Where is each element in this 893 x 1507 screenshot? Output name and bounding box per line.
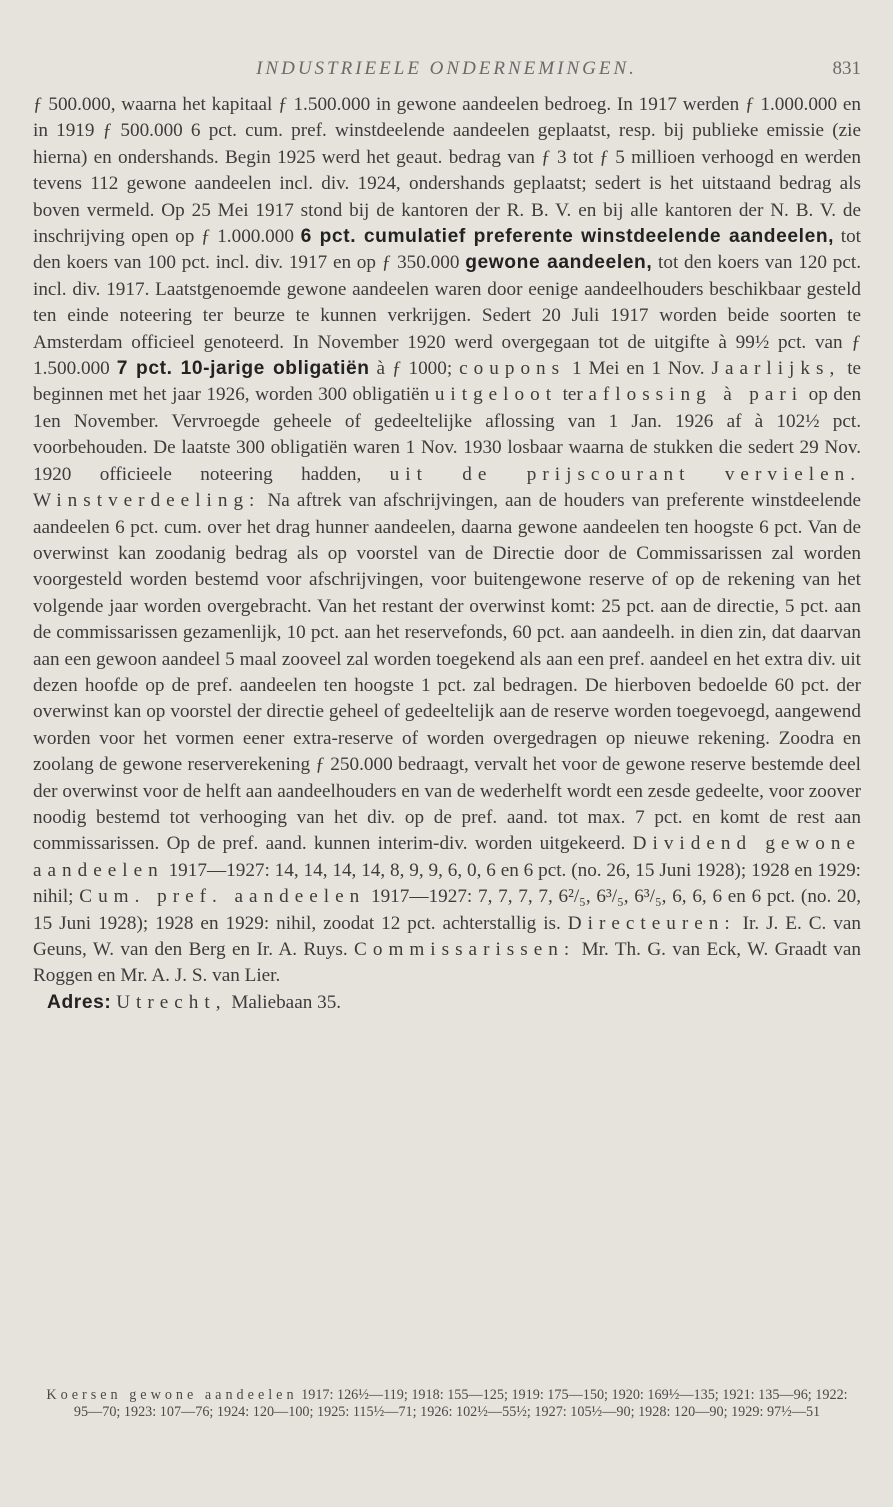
text-run: op den 1en November. Vervroegde geheele of gedeeltelijke aflossing van 1 Jan. 1926 af à 102½ pct. voorbehouden. De laatste 300 obligatiën waren 1 Nov. 1930 losbaar waarna de stukken die sedert 29 Nov. 1920 officieele noteering hadden, — [33, 384, 862, 485]
text-run: à ƒ 1000; — [376, 358, 453, 380]
emphasis-preferred-shares: 6 pct. cumulatief preferente winstdeelende aandeelen, — [300, 226, 835, 248]
emphasis-bonds: 7 pct. 10-jarige obligatiën — [116, 358, 370, 380]
spaced-term-annually: Jaarlijks, — [711, 358, 841, 380]
text-run: ter — [562, 384, 583, 406]
text-run: ƒ 500.000, waarna het kapitaal ƒ 1.500.000 in gewone aandeelen bedroeg. In 1917 werden ƒ 1.000.000 en in 1919 ƒ 500.000 6 pct. cum. pref. winstdeelende aandeelen geplaatst, resp. bij publieke emissie (zie hierna) en ondershands. Begin 1925 werd het geaut. bedrag van ƒ 3 tot ƒ 5 millioen verhoogd en werden tevens 112 gewone aandeelen incl. div. 1924, ondershands geplaatst; sedert is het uitstaand bedrag als boven vermeld. Op 25 Mei 1917 stond bij de kantoren der R. B. V. en bij alle kantoren der N. B. V. de inschrijving open op ƒ 1.000.000 — [33, 94, 861, 248]
text-run: 1 Mei en 1 Nov. — [572, 358, 705, 380]
text-run: Mr. Th. G. van Eck, W. Graadt van Roggen en Mr. A. J. S. van Lier. — [33, 939, 862, 987]
footnote-text: 1917: 126½—119; 1918: 155—125; 1919: 175—150; 1920: 169½—135; 1921: 135—96; 1922: 95—70; 1923: 107—76; 1924: 120—100; 1925: 115½—71; 1926: 102½—55½; 1927: 105½—90; 1928: 120—90; 1929: 97½—51 — [73, 1387, 848, 1420]
address-city: Utrecht, — [116, 991, 227, 1013]
emphasis-common-shares: gewone aandeelen, — [465, 252, 653, 274]
text-run: tot den koers van 120 pct. incl. div. 1917. Laatstgenoemde gewone aandeelen waren door eenige aandeelhouders beschikbaar gesteld ten einde noteering ter beurze te kunnen verkrijgen. Sedert 20 Juli 1917 worden beide soorten te Amsterdam officieel genoteerd. In November 1920 werd overgegaan tot de uitgifte à 99½ pct. van ƒ 1.500.000 — [33, 252, 861, 380]
page-header — [0, 58, 893, 88]
text-run: 1917—1927: 14, 14, 14, 14, 8, 9, 9, 6, 0, 6 en 6 pct. (no. 26, 15 Juni 1928); 1928 en 1929: nihil; — [33, 859, 862, 908]
section-label-dividend-common: Dividend gewone aandeelen — [33, 833, 861, 881]
section-label-commissioners: Commissarissen: — [354, 939, 576, 960]
text-run: 1917—1927: 7, 7, 7, 7, 6²/₅, 6³/₅, 6³/₅, 6, 6, 6 en 6 pct. (no. 20, 15 Juni 1928); 1928 en 1929: nihil, zoodat 12 pct. achterstallig is. — [33, 886, 862, 934]
section-label-dividend-preferred: Cum. pref. aandeelen — [79, 886, 366, 908]
footnote-label: Koersen gewone aandeelen — [46, 1387, 298, 1403]
spaced-term-coupons: coupons — [459, 358, 566, 380]
spaced-term-delisted: uit de prijscourant vervielen. — [389, 463, 862, 485]
address-street: Maliebaan 35. — [231, 991, 342, 1013]
text-run: te beginnen met het jaar 1926, worden 300 obligatiën — [33, 358, 862, 406]
text-run: Na aftrek van afschrijvingen, aan de houders van preferente winstdeelende aandeelen 6 pct. cum. over het drag hunner aandeelen, daarna gewone aandeelen ten hoogste 6 pct. Van de overwinst kan zoodanig bedrag als op voorstel van de Directie door de Commissarissen zal worden voorgesteld worden bestemd voor afschrijvingen, voor buitengewone reserve of op de rekening van het volgende jaar worden overgebracht. Van het restant der overwinst komt: 25 pct. aan de directie, 5 pct. aan de commissarissen gezamenlijk, 10 pct. aan het reservefonds, 60 pct. aan aandeelh. in dien zin, dat daarvan aan een gewoon aandeel 5 maal zooveel zal worden toegekend als aan een pref. aandeel en het extra div. uit dezen hoofde op de pref. aandeelen ten hoogste 1 pct. zal bedragen. De hierboven bedoelde 60 pct. der overwinst kan op voorstel der directie geheel of gedeeltelijk aan de reserve worden toegevoegd, aangewend worden voor het vormen eener extra-reserve of worden overgedragen op nieuwe rekening. Zoodra en zoolang de gewone reserverekening ƒ 250.000 bedraagt, vervalt het voor de gewone reserve bestemde deel der overwinst voor de helft aan aandeelhouders en van de wederhelft wordt een zesde gedeelte, voor zoover noodig bestemd tot verhooging van het div. op de pref. aand. tot max. 7 pct. en komt de rest aan commissarissen. Op de pref. aand. kunnen interim-div. worden uitgekeerd. — [33, 490, 861, 855]
running-title: INDUSTRIEELE ONDERNEMINGEN. — [256, 58, 637, 79]
section-label-directors: Directeuren: — [567, 912, 736, 934]
spaced-term-redemption: aflossing à pari — [588, 384, 804, 406]
address-label: Adres: — [47, 991, 112, 1013]
page-number: 831 — [832, 58, 861, 79]
spaced-term-drawn: uitgeloot — [434, 384, 558, 406]
company-description-paragraph — [33, 92, 861, 1016]
share-price-footnote — [40, 1387, 854, 1421]
text-run: tot den koers van 100 pct. incl. div. 1917 en op ƒ 350.000 — [33, 226, 862, 274]
text-run: Ir. J. E. C. van Geuns, W. van den Berg en Ir. A. Ruys. — [33, 912, 862, 960]
section-label-profit-distribution: Winstverdeeling: — [33, 490, 261, 512]
